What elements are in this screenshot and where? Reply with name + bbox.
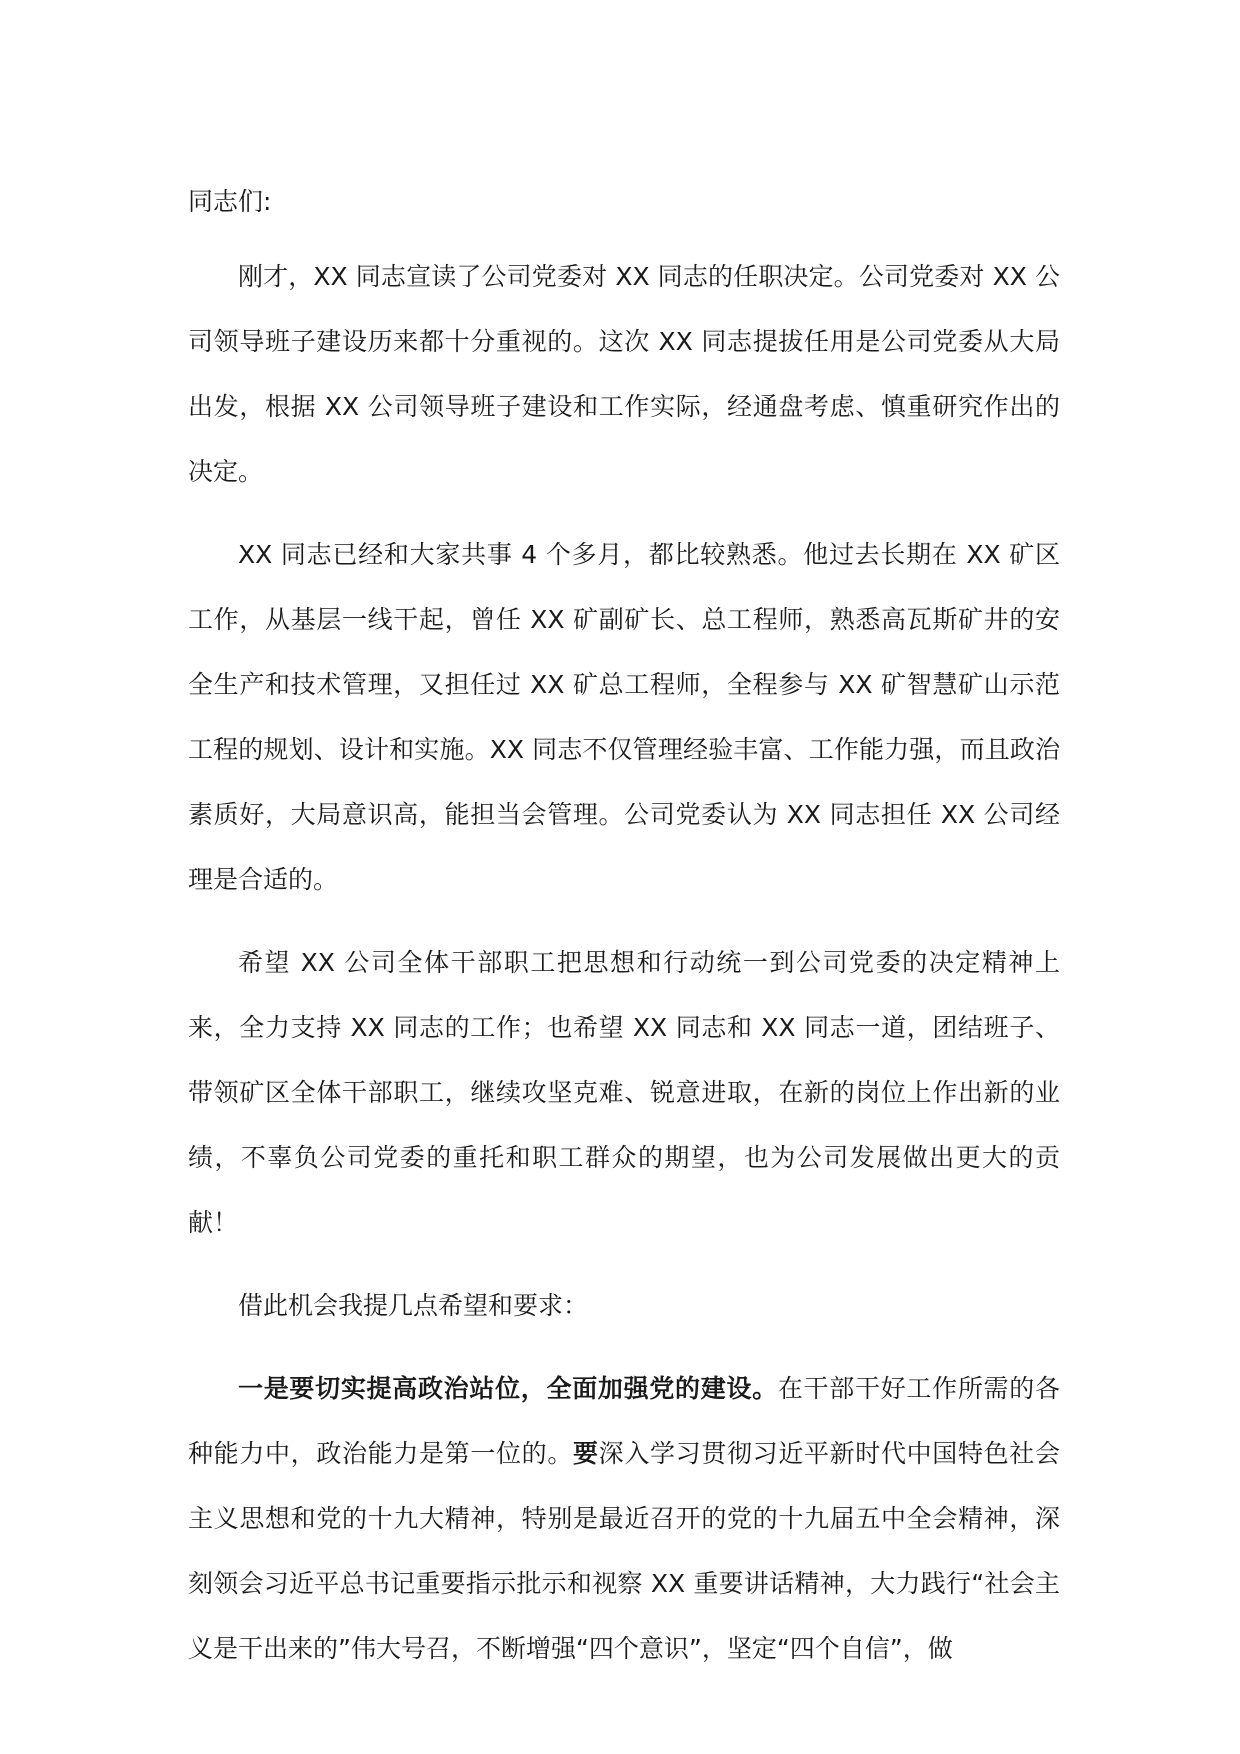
requirement-one-heading: 一是要切实提高政治站位，全面加强党的建设。 [238, 1374, 778, 1403]
paragraph-requirements-intro: 借此机会我提几点希望和要求： [238, 1291, 589, 1320]
requirement-one-text-b: 深入学习贯彻习近平新时代中国特色社会主义思想和党的十九大精神，特别是最近召开的党的十九届五中全会精神，深刻领会习近平总书记重要指示批示和视察 XX 重要讲话精神，大力践行“社会主义是干出来的”伟大号召，不断增强“四个意识”，坚定“四个自信”，做 [188, 1439, 1060, 1663]
document-body [188, 170, 1060, 1699]
salutation: 同志们: [188, 187, 272, 216]
requirement-one-text-a: 在干部干好工作所需的各种能力中，政治能力是第一位的。 [188, 1374, 1060, 1468]
requirement-one-emphasis: 要 [572, 1439, 599, 1468]
paragraph-requirement-one [188, 1356, 1060, 1681]
paragraph-hopes: 希望 XX 公司全体干部职工把思想和行动统一到公司党委的决定精神上来，全力支持 XX 同志的工作；也希望 XX 同志和 XX 同志一道，团结班子、带领矿区全体干部职工，继续攻坚克难、锐意进取，在新的岗位上作出新的业绩，不辜负公司党委的重托和职工群众的期望，也为公司发展做出更大的贡献！ [188, 948, 1060, 1237]
paragraph-background: XX 同志已经和大家共事 4 个多月，都比较熟悉。他过去长期在 XX 矿区工作，从基层一线干起，曾任 XX 矿副矿长、总工程师，熟悉高瓦斯矿井的安全生产和技术管理，又担任过 XX 矿总工程师，全程参与 XX 矿智慧矿山示范工程的规划、设计和实施。XX 同志不仅管理经验丰富、工作能力强，而且政治素质好，大局意识高，能担当会管理。公司党委认为 XX 同志担任 XX 公司经理是合适的。 [188, 540, 1060, 894]
paragraph-appointment: 刚才，XX 同志宣读了公司党委对 XX 同志的任职决定。公司党委对 XX 公司领导班子建设历来都十分重视的。这次 XX 同志提拔任用是公司党委从大局出发，根据 XX 公司领导班子建设和工作实际，经通盘考虑、慎重研究作出的决定。 [188, 262, 1060, 486]
